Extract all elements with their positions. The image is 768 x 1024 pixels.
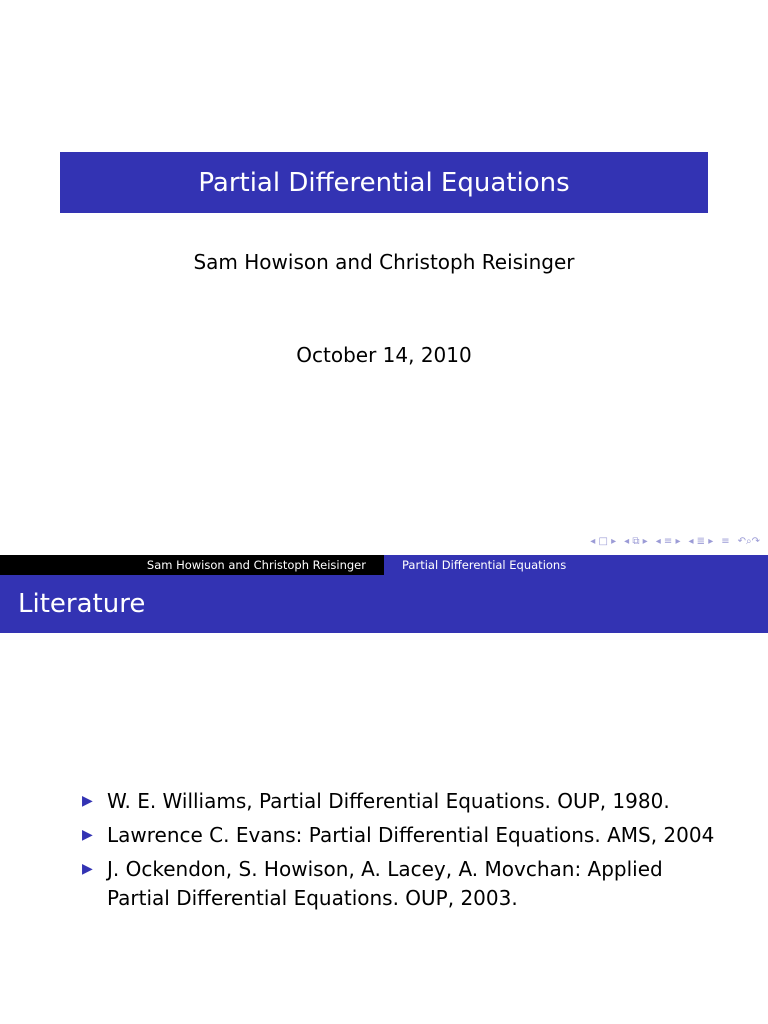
footer-authors: Sam Howison and Christoph Reisinger — [0, 555, 384, 575]
nav-section-icon[interactable]: ◂ ≡ ▸ — [655, 536, 681, 547]
authors: Sam Howison and Christoph Reisinger — [193, 250, 575, 274]
triangle-bullet-icon: ▶ — [82, 861, 93, 877]
literature-slide — [0, 555, 768, 1024]
navigation-symbols[interactable] — [590, 536, 760, 547]
nav-part-icon[interactable]: ◂ ≣ ▸ — [688, 536, 714, 547]
nav-subsection-icon[interactable]: ◂ ⧉ ▸ — [624, 536, 648, 547]
list-item — [80, 855, 730, 913]
presentation-title: Partial Differential Equations — [198, 167, 570, 198]
frame-title-bar — [0, 575, 768, 633]
list-item — [80, 821, 730, 850]
triangle-bullet-icon: ▶ — [82, 827, 93, 843]
list-item-text: Lawrence C. Evans: Partial Differential Equations. AMS, 2004 — [107, 823, 715, 847]
presentation-date: October 14, 2010 — [296, 343, 472, 367]
nav-frame-icon[interactable]: ◂ □ ▸ — [590, 536, 617, 547]
footer-title: Partial Differential Equations — [384, 555, 768, 575]
frame-title: Literature — [18, 589, 146, 619]
footline — [0, 555, 768, 575]
triangle-bullet-icon: ▶ — [82, 793, 93, 809]
list-item-text: J. Ockendon, S. Howison, A. Lacey, A. Movchan: Applied Partial Differential Equations. OUP, 2003. — [107, 857, 663, 910]
literature-list — [80, 787, 730, 918]
nav-document-icon[interactable]: ≡ — [721, 536, 730, 547]
nav-back-search-icon[interactable]: ↶⌕↷ — [737, 536, 760, 547]
list-item — [80, 787, 730, 816]
list-item-text: W. E. Williams, Partial Differential Equations. OUP, 1980. — [107, 789, 670, 813]
presentation-title-box — [60, 152, 708, 213]
